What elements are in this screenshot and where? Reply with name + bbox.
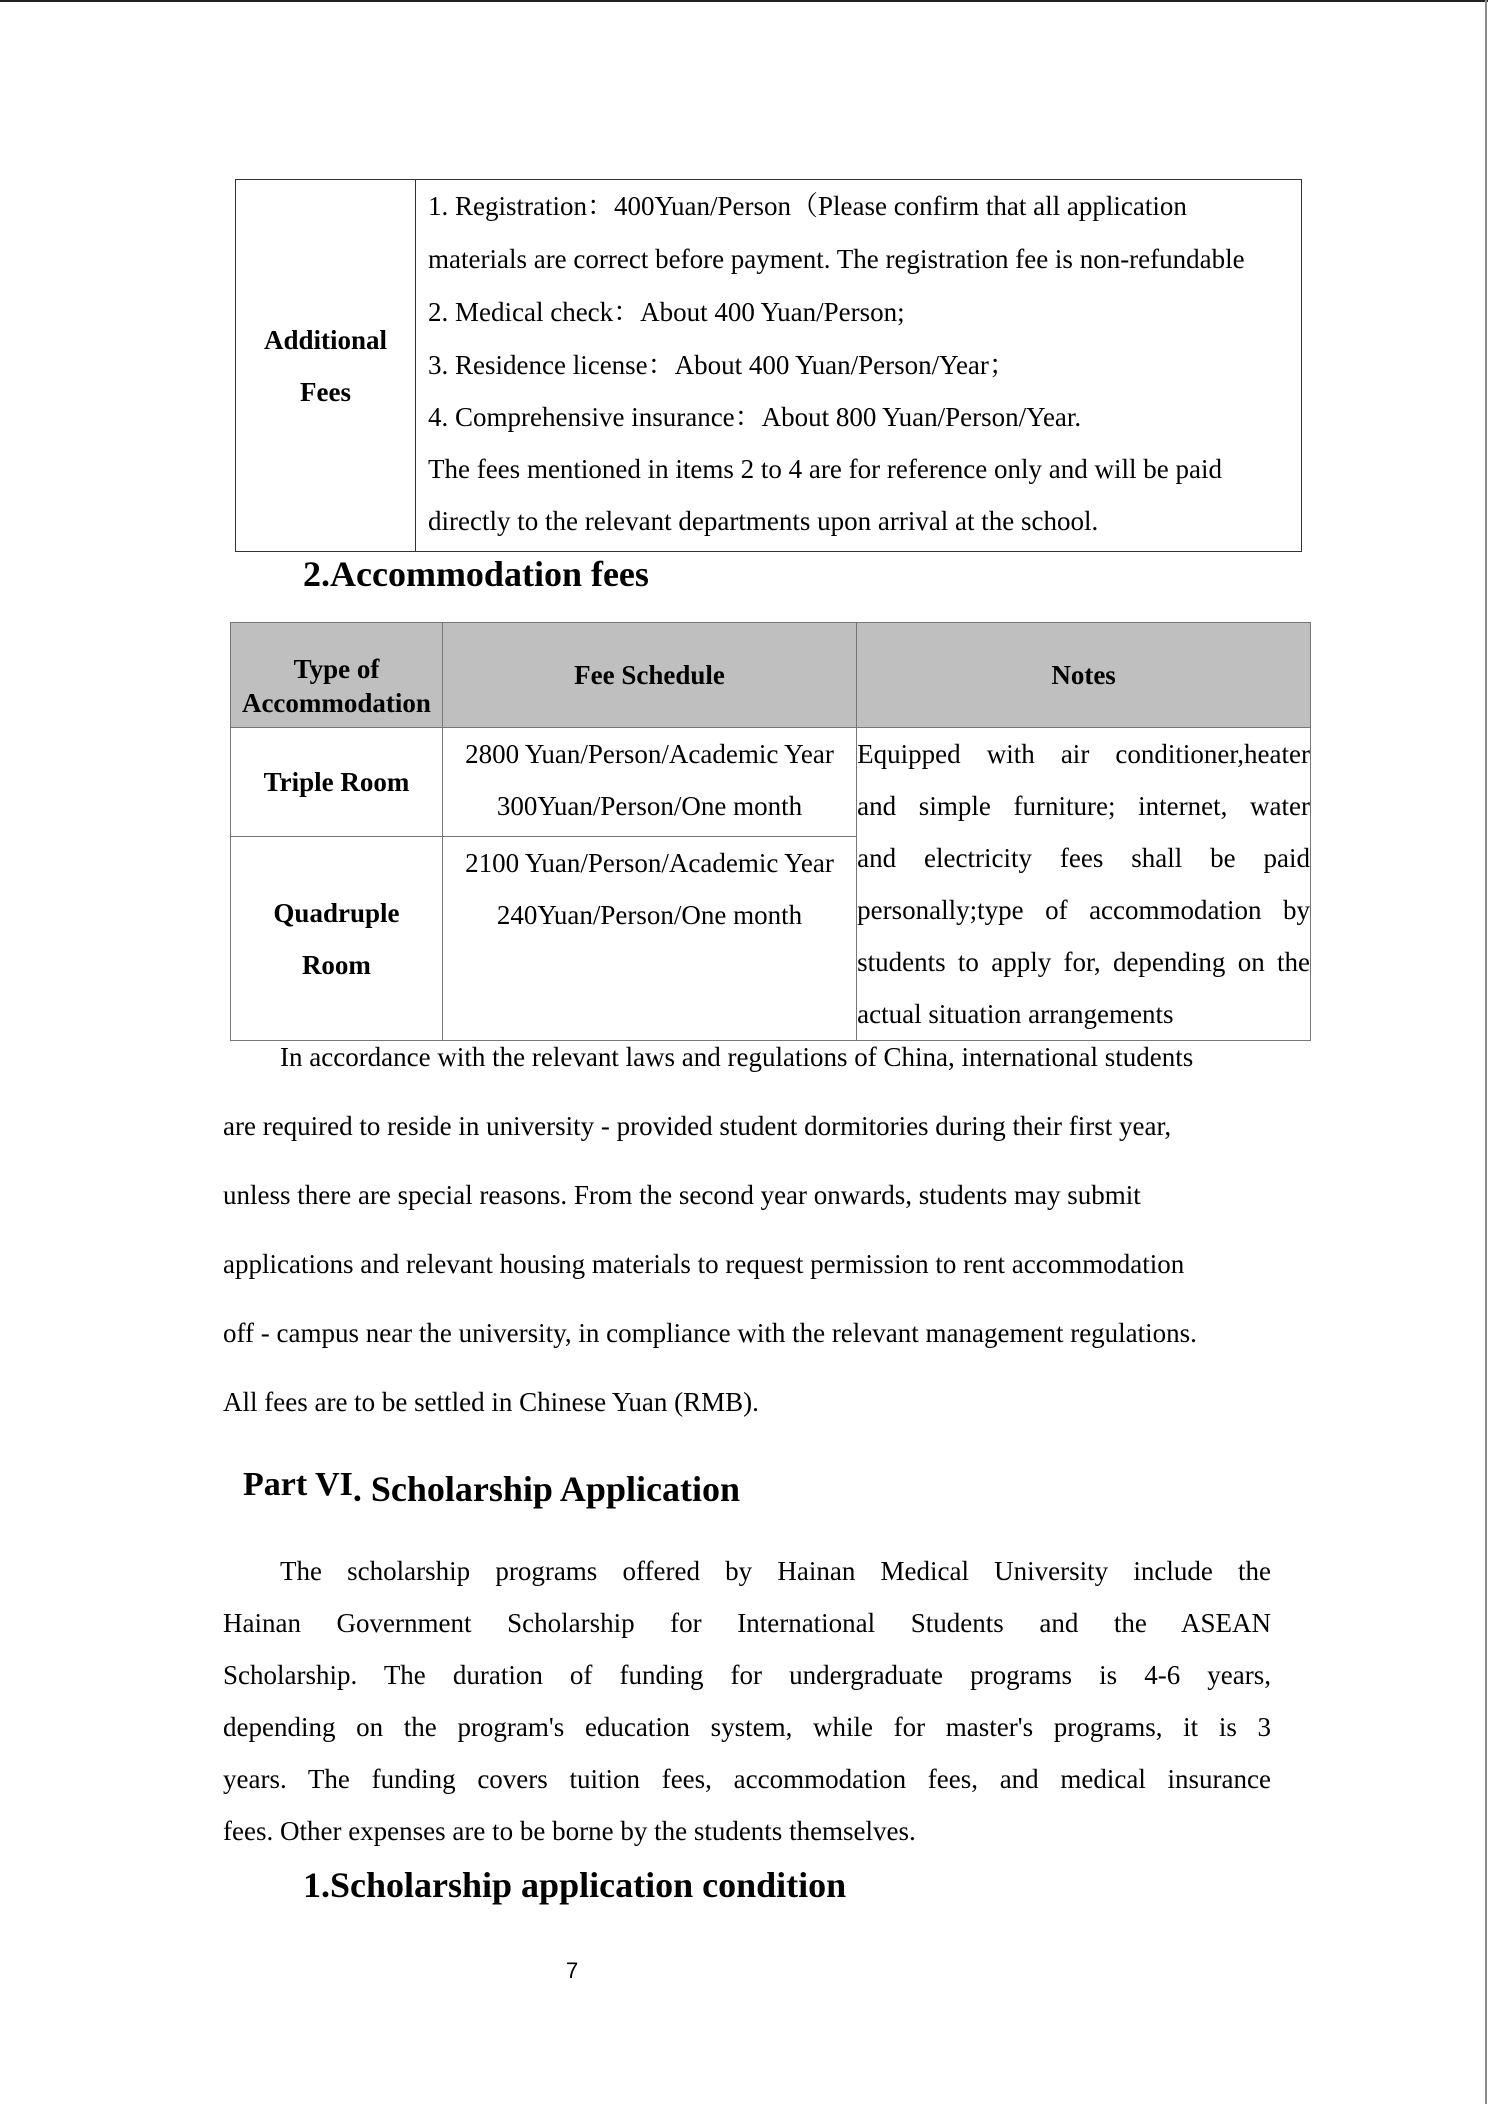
fee-schedule-quadruple [442, 837, 856, 1041]
additional-fees-content [416, 180, 1301, 551]
notes-line: and simple furniture; internet, water [857, 791, 1310, 821]
room-type-quadruple-line1: Quadruple [273, 897, 400, 928]
fee-line-registration: 1. Registration：400Yuan/Person（Please confirm that all application [428, 191, 1187, 221]
fee-triple-month: 300Yuan/Person/One month [496, 791, 803, 821]
additional-fees-label-line1: Additional [263, 324, 388, 355]
room-type-triple: Triple Room [231, 728, 443, 837]
header-notes: Notes [857, 623, 1311, 728]
accommodation-table [230, 622, 1311, 1041]
page-right-border [1485, 0, 1487, 2104]
paragraph-line: applications and relevant housing materials to request permission to rent accommodation [223, 1249, 1185, 1279]
paragraph-line: Scholarship. The duration of funding for undergraduate programs is 4-6 years, [223, 1660, 1271, 1690]
accommodation-paragraph [223, 1023, 1271, 1437]
fee-quadruple-month: 240Yuan/Person/One month [496, 900, 803, 931]
notes-line: actual situation arrangements [857, 999, 1174, 1029]
room-type-quadruple-line2: Room [301, 949, 371, 980]
paragraph-line: unless there are special reasons. From the second year onwards, students may submit [223, 1180, 1141, 1210]
header-type-line1: Type of [293, 654, 380, 684]
notes-cell [857, 728, 1311, 1041]
paragraph-line: depending on the program's education system, while for master's programs, it is 3 [223, 1712, 1271, 1742]
paragraph-line: fees. Other expenses are to be borne by the students themselves. [223, 1816, 916, 1846]
additional-fees-label-line2: Fees [300, 376, 351, 407]
fee-schedule-triple [442, 728, 856, 837]
paragraph-line: off - campus near the university, in compliance with the relevant management regulations. [223, 1318, 1197, 1348]
header-type-of-accommodation [231, 623, 443, 728]
fee-line-residence-license: 3. Residence license：About 400 Yuan/Person/Year； [428, 350, 1016, 380]
table-row [231, 728, 1311, 837]
scholarship-condition-heading: 1.Scholarship application condition [303, 1865, 847, 1905]
additional-fees-label [236, 180, 416, 551]
paragraph-line: The scholarship programs offered by Hainan Medical University include the [280, 1556, 1271, 1586]
room-type-quadruple [231, 837, 443, 1041]
fee-line-note: The fees mentioned in items 2 to 4 are for reference only and will be paid [428, 454, 1222, 484]
page-top-border [0, 0, 1488, 2]
page-number: 7 [566, 1958, 579, 1983]
part-title-text: . Scholarship Application [352, 1469, 740, 1509]
additional-fees-table [235, 179, 1302, 552]
header-fee-schedule: Fee Schedule [442, 623, 856, 728]
fee-quadruple-year: 2100 Yuan/Person/Academic Year [465, 848, 834, 879]
header-type-line2: Accommodation [241, 688, 431, 718]
notes-line: students to apply for, depending on the [857, 947, 1310, 977]
part-vi-title [243, 1462, 740, 1509]
paragraph-line: years. The funding covers tuition fees, accommodation fees, and medical insurance [223, 1764, 1271, 1794]
table-header-row [231, 623, 1311, 728]
scholarship-paragraph [223, 1545, 1271, 1857]
fee-line-note-cont: directly to the relevant departments upon arrival at the school. [428, 506, 1099, 536]
paragraph-line: are required to reside in university - provided student dormitories during their first year, [223, 1111, 1172, 1141]
fee-line-registration-cont: materials are correct before payment. The registration fee is non-refundable [428, 244, 1245, 274]
paragraph-line: Hainan Government Scholarship for International Students and the ASEAN [223, 1608, 1271, 1638]
paragraph-line: All fees are to be settled in Chinese Yuan (RMB). [223, 1387, 759, 1417]
notes-line: personally;type of accommodation by [857, 895, 1310, 925]
fee-line-insurance: 4. Comprehensive insurance：About 800 Yuan/Person/Year. [428, 402, 1082, 432]
fee-triple-year: 2800 Yuan/Person/Academic Year [465, 739, 834, 769]
accommodation-heading: 2.Accommodation fees [303, 554, 649, 594]
paragraph-line: In accordance with the relevant laws and regulations of China, international students [280, 1042, 1194, 1072]
fee-line-medical-check: 2. Medical check：About 400 Yuan/Person; [428, 297, 905, 327]
notes-line: and electricity fees shall be paid [857, 843, 1310, 873]
notes-line: Equipped with air conditioner,heater [857, 739, 1310, 769]
part-prefix: Part VI [243, 1466, 353, 1503]
